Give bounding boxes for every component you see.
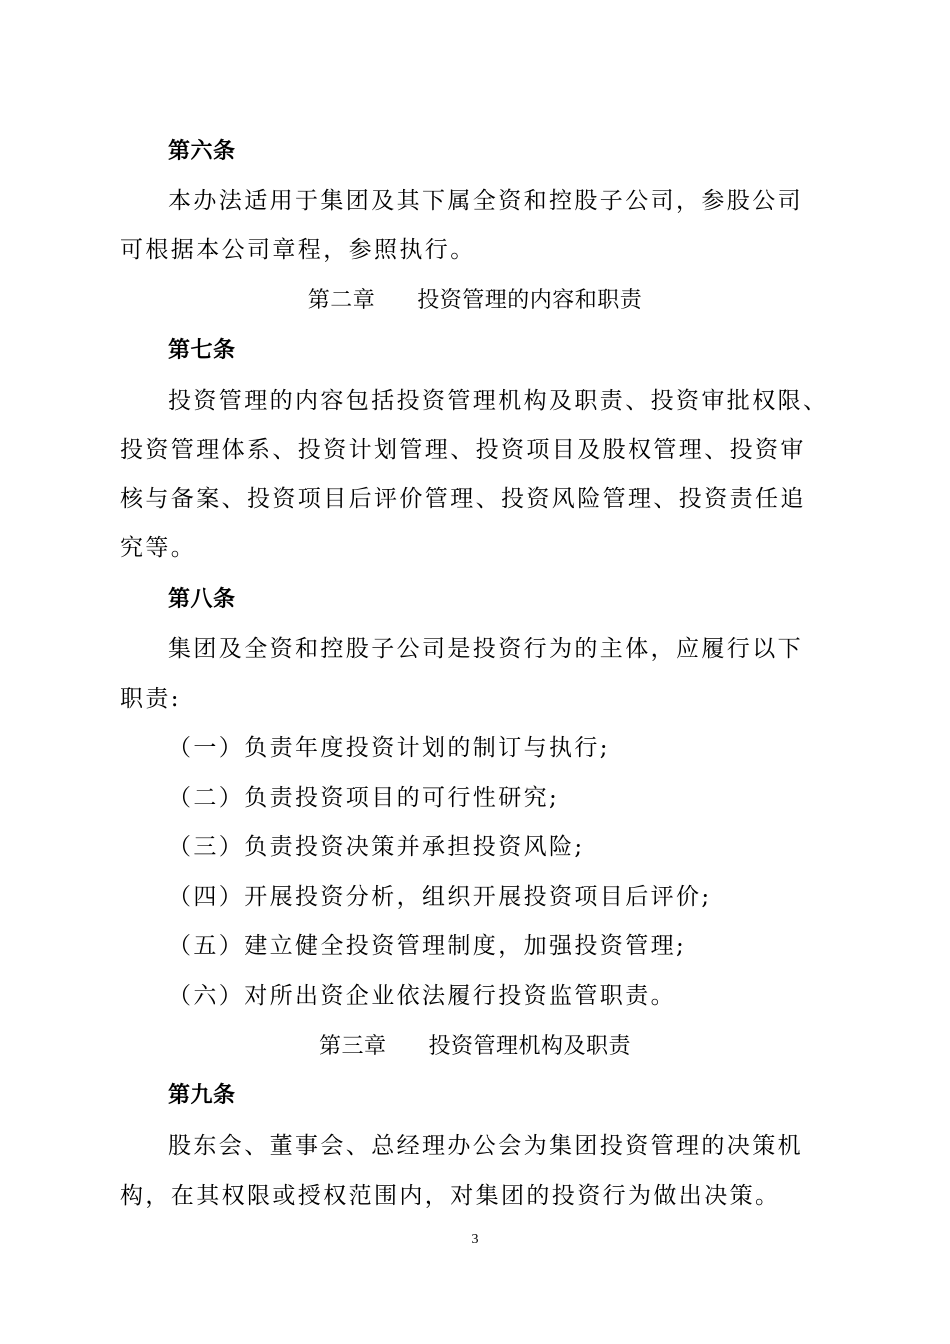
article-6-text-line-2: 可根据本公司章程，参照执行。: [120, 237, 476, 263]
article-8-list-item: （三）负责投资决策并承担投资风险;: [168, 834, 585, 860]
article-7-text-line-3: 核与备案、投资项目后评价管理、投资风险管理、投资责任追: [120, 486, 806, 512]
article-7-text-line-1: 投资管理的内容包括投资管理机构及职责、投资审批权限、: [168, 388, 829, 414]
article-8-heading: 第八条: [168, 587, 236, 612]
chapter-3-number: 第三章: [318, 1034, 387, 1059]
article-7-text-line-2: 投资管理体系、投资计划管理、投资项目及股权管理、投资审: [120, 437, 806, 463]
page-number: 3: [471, 1232, 479, 1247]
article-7-text-line-4: 究等。: [120, 535, 197, 561]
article-7-heading: 第七条: [168, 338, 236, 363]
article-9-heading: 第九条: [168, 1083, 236, 1108]
article-8-text-line-2: 职责:: [120, 686, 181, 712]
article-8-list-item: （一）负责年度投资计划的制订与执行;: [168, 735, 610, 761]
chapter-3-title: 投资管理机构及职责: [428, 1034, 632, 1059]
article-8-text-line-1: 集团及全资和控股子公司是投资行为的主体，应履行以下: [168, 636, 803, 662]
article-8-list-item: （四）开展投资分析，组织开展投资项目后评价;: [168, 884, 712, 910]
article-8-list-item: （六）对所出资企业依法履行投资监管职责。: [168, 983, 676, 1009]
chapter-2-title: 投资管理的内容和职责: [417, 288, 643, 313]
article-8-list-item: （二）负责投资项目的可行性研究;: [168, 785, 560, 811]
article-9-text-line-1: 股东会、董事会、总经理办公会为集团投资管理的决策机: [168, 1133, 803, 1159]
article-8-list-item: （五）建立健全投资管理制度，加强投资管理;: [168, 933, 687, 959]
article-9-text-line-2: 构，在其权限或授权范围内，对集团的投资行为做出决策。: [120, 1183, 781, 1209]
article-6-heading: 第六条: [168, 139, 236, 164]
chapter-3-heading: [0, 1032, 950, 1062]
article-6-text-line-1: 本办法适用于集团及其下属全资和控股子公司，参股公司: [168, 188, 803, 214]
chapter-2-heading: [0, 286, 950, 316]
chapter-2-number: 第二章: [307, 288, 376, 313]
